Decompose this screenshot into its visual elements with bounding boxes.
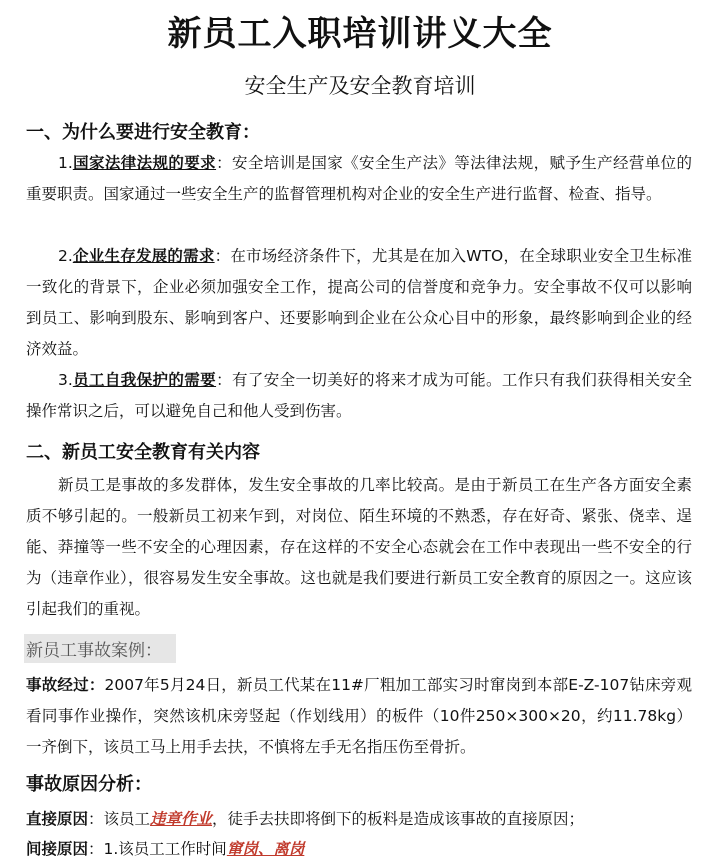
item-number: 3. xyxy=(58,371,73,389)
direct-pre: ：该员工 xyxy=(88,810,151,828)
indirect-red: 窜岗、离岗 xyxy=(226,840,305,858)
direct-post: ，徒手去扶即将倒下的板料是造成该事故的直接原因； xyxy=(212,810,585,828)
document-subtitle: 安全生产及安全教育培训 xyxy=(244,74,476,98)
item-lead: 企业生存发展的需求 xyxy=(72,247,215,265)
section1-heading: 一、为什么要进行安全教育： xyxy=(26,122,260,143)
case-label: 新员工事故案例： xyxy=(24,634,176,663)
analysis-heading: 事故原因分析： xyxy=(26,774,152,795)
section1-item-1 xyxy=(26,148,692,210)
indirect-pre: ：1.该员工工作时间 xyxy=(88,840,227,858)
item-number: 2. xyxy=(58,247,73,265)
process-label: 事故经过： xyxy=(26,676,105,694)
process-text: 2007年5月24日，新员工代某在11#厂粗加工部实习时窜岗到本部E-Z-107钻床旁观看同事作业操作，突然该机床旁竖起（作划线用）的板件（10件250×300×20，约11.78kg）一齐倒下，该员工马上用手去扶，不慎将左手无名指压伤至骨折。 xyxy=(26,676,692,756)
indirect-label: 间接原因 xyxy=(26,840,89,858)
item-text: ：在市场经济条件下，尤其是在加入WTO，在全球职业安全卫生标准一致化的背景下，企业必须加强安全工作，提高公司的信誉度和竞争力。安全事故不仅可以影响到员工、影响到股东、影响到客户、还要影响到企业在公众心目中的形象，最终影响到企业的经济效益。 xyxy=(26,247,692,358)
item-text: ：有了安全一切美好的将来才成为可能。工作只有我们获得相关安全操作常识之后，可以避免自己和他人受到伤害。 xyxy=(26,371,692,420)
section2-paragraph: 新员工是事故的多发群体，发生安全事故的几率比较高。是由于新员工在生产各方面安全素质不够引起的。一般新员工初来乍到，对岗位、陌生环境的不熟悉，存在好奇、紧张、侥幸、逞能、莽撞等一些不安全的心理因素，存在这样的不安全心态就会在工作中表现出一些不安全的行为（违章作业），很容易发生安全事故。这也就是我们要进行新员工安全教育的原因之一。这应该引起我们的重视。 xyxy=(26,476,692,618)
section2-heading: 二、新员工安全教育有关内容 xyxy=(26,442,260,463)
direct-label: 直接原因 xyxy=(26,810,89,828)
direct-red: 违章作业 xyxy=(150,810,213,828)
direct-cause xyxy=(26,804,692,835)
item-lead: 员工自我保护的需要 xyxy=(72,371,217,389)
document-title: 新员工入职培训讲义大全 xyxy=(167,14,553,54)
item-number: 1. xyxy=(58,154,73,172)
item-text: ：安全培训是国家《安全生产法》等法律法规，赋予生产经营单位的重要职责。国家通过一些安全生产的监督管理机构对企业的安全生产进行监督、检查、指导。 xyxy=(26,154,692,203)
section1-item-3 xyxy=(26,365,692,427)
section1-item-2 xyxy=(26,241,692,365)
indirect-cause xyxy=(26,834,692,865)
case-process xyxy=(26,670,692,763)
item-lead: 国家法律法规的要求 xyxy=(72,154,217,172)
